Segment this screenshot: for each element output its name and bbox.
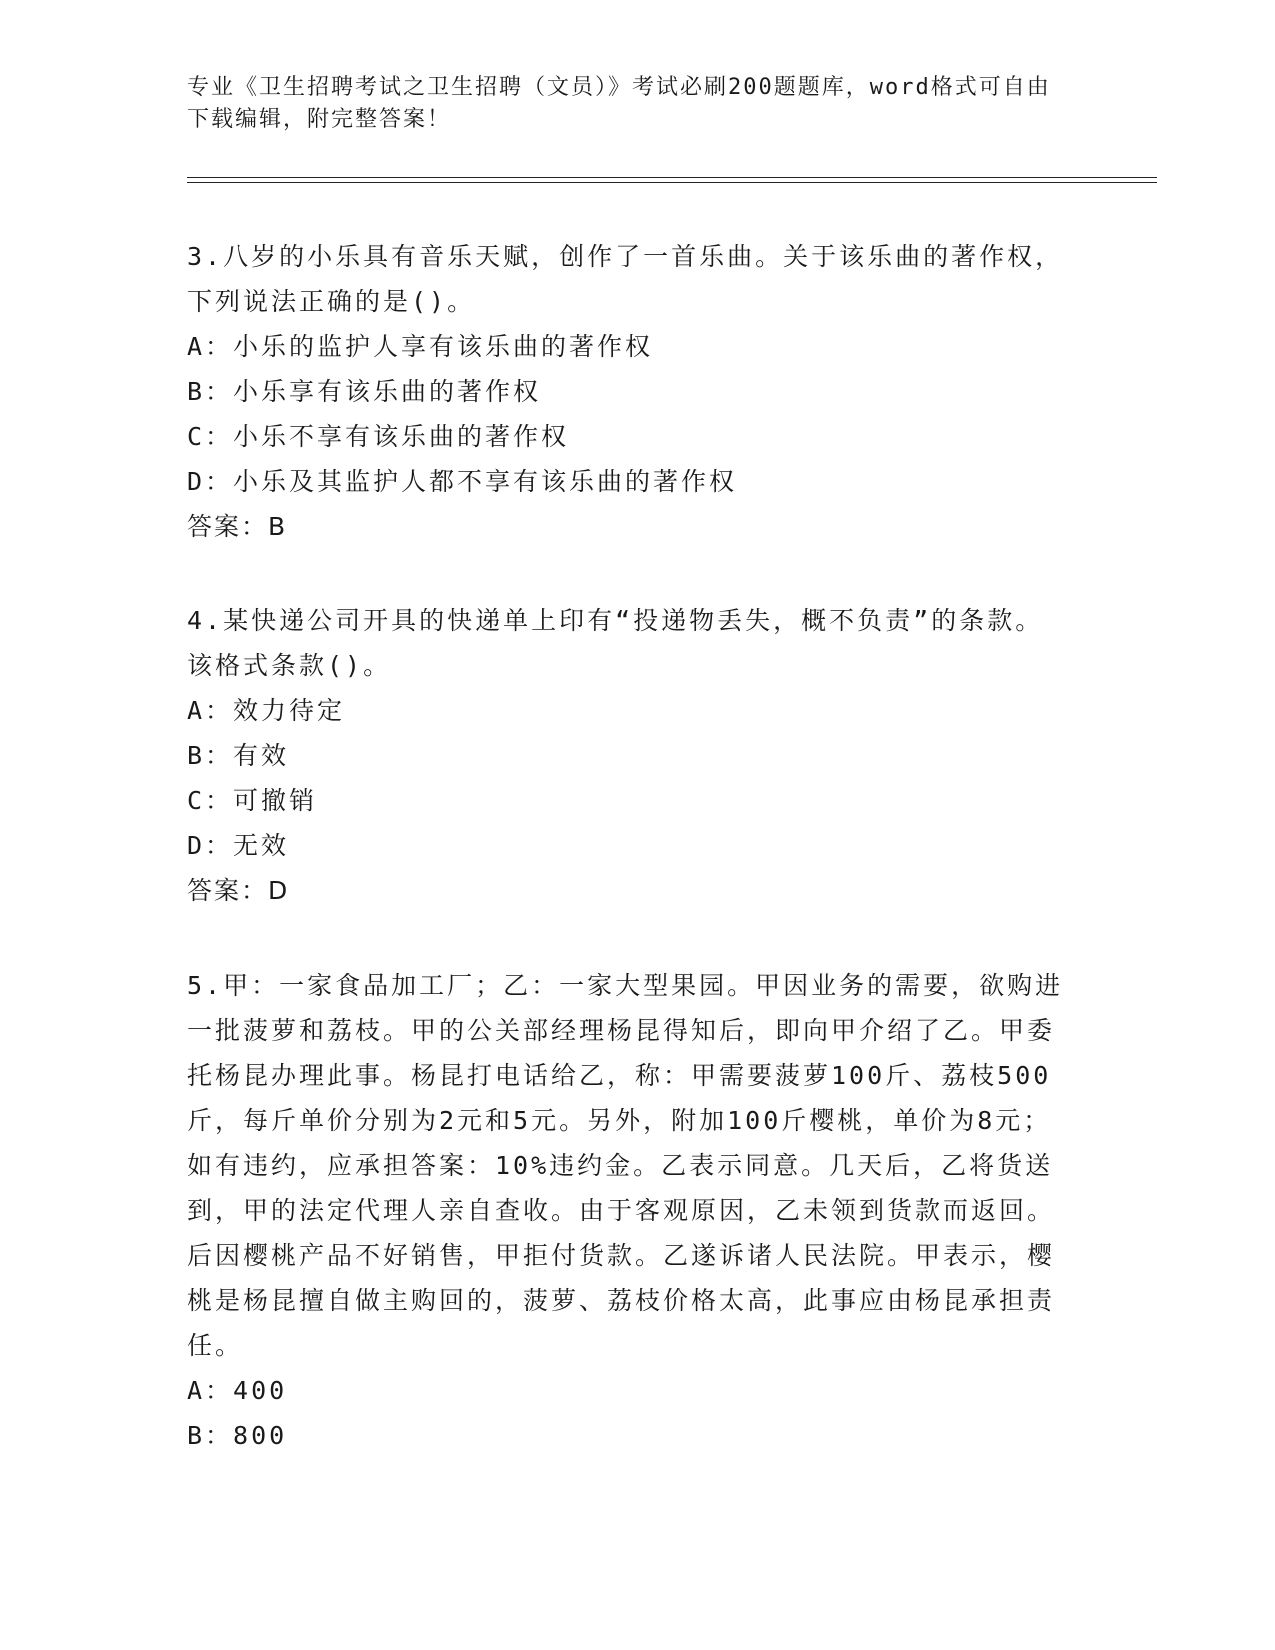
option-b: B：小乐享有该乐曲的著作权 <box>187 377 542 406</box>
option-a: A：效力待定 <box>187 696 346 725</box>
option-d: D：小乐及其监护人都不享有该乐曲的著作权 <box>187 467 738 496</box>
header-divider-bottom <box>187 182 1157 183</box>
question-stem: 3.八岁的小乐具有音乐天赋，创作了一首乐曲。关于该乐曲的著作权，下列说法正确的是()。 <box>187 242 1064 316</box>
option-b: B：有效 <box>187 741 290 770</box>
question-5 <box>187 963 1067 1458</box>
answer: 答案：D <box>187 876 290 905</box>
question-3 <box>187 234 1067 549</box>
option-c: C：可撤销 <box>187 786 318 815</box>
document-header: 专业《卫生招聘考试之卫生招聘（文员）》考试必刷200题题库，word格式可自由下载编辑，附完整答案！ <box>187 75 1051 132</box>
option-b: B：800 <box>187 1421 288 1450</box>
option-a: A：400 <box>187 1376 288 1405</box>
question-4 <box>187 598 1067 913</box>
option-d: D：无效 <box>187 831 290 860</box>
question-stem: 5.甲：一家食品加工厂；乙：一家大型果园。甲因业务的需要，欲购进一批菠萝和荔枝。甲的公关部经理杨昆得知后，即向甲介绍了乙。甲委托杨昆办理此事。杨昆打电话给乙，称：甲需要菠萝100斤、荔枝500斤，每斤单价分别为2元和5元。另外，附加100斤樱桃，单价为8元；如有违约，应承担答案：10%违约金。乙表示同意。几天后，乙将货送到，甲的法定代理人亲自查收。由于客观原因，乙未领到货款而返回。后因樱桃产品不好销售，甲拒付货款。乙遂诉诸人民法院。甲表示，樱桃是杨昆擅自做主购回的，菠萝、荔枝价格太高，此事应由杨昆承担责任。 <box>187 971 1064 1360</box>
option-c: C：小乐不享有该乐曲的著作权 <box>187 422 570 451</box>
answer: 答案：B <box>187 512 288 541</box>
header-divider-top <box>187 177 1157 178</box>
question-stem: 4.某快递公司开具的快递单上印有“投递物丢失，概不负责”的条款。该格式条款()。 <box>187 606 1044 680</box>
option-a: A：小乐的监护人享有该乐曲的著作权 <box>187 332 654 361</box>
